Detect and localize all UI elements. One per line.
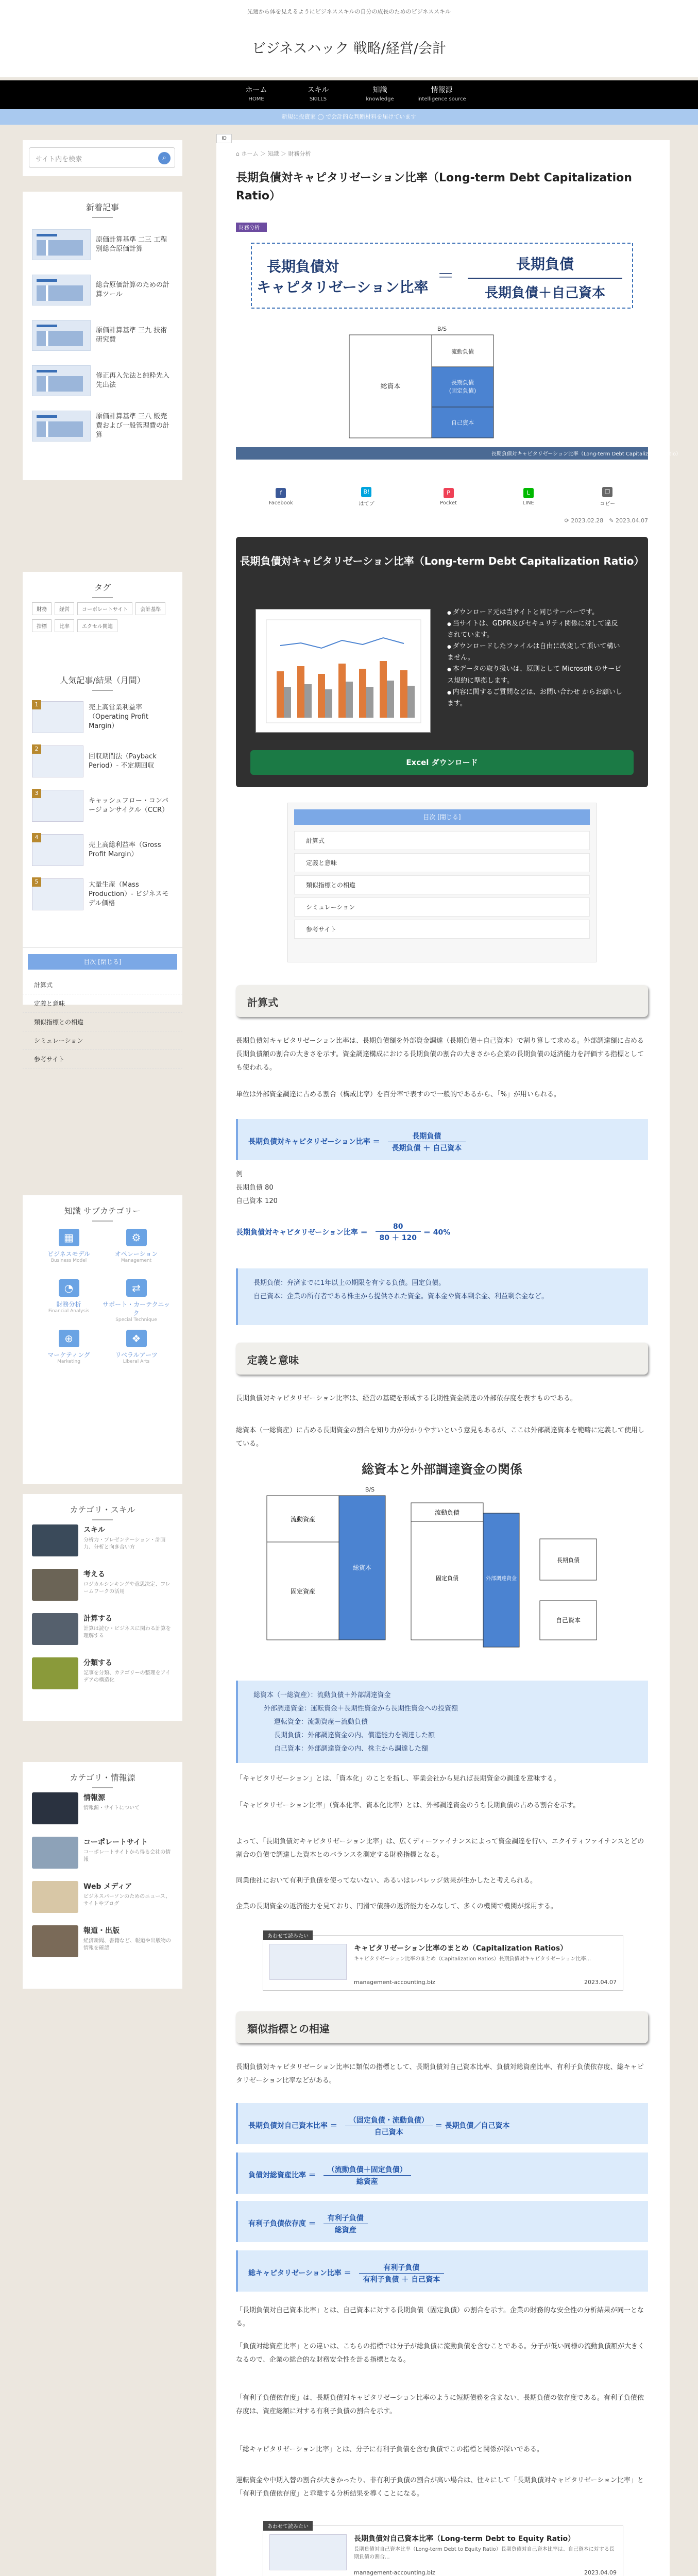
knowledge-sub: Management (121, 1258, 152, 1263)
definition-list (236, 1681, 648, 1763)
info-item[interactable] (23, 1925, 182, 1970)
popular-title[interactable]: キャッシュフロー・コンバージョンサイクル（CCR） (89, 796, 169, 814)
rank-badge: 3 (32, 789, 41, 798)
formula-lhs: 有利子負債依存度 ＝ (248, 2219, 316, 2228)
diagram-equity: 自己資本 (555, 1617, 581, 1624)
toc-item[interactable]: 類似指標との相違 (294, 875, 590, 894)
related-card[interactable] (263, 1935, 623, 1991)
knowledge-heading: 知識 サブカテゴリー (23, 1195, 182, 1226)
knowledge-name: 財務分析 (56, 1301, 81, 1308)
hatena-icon: B! (361, 487, 371, 497)
exchange-icon: ⇄ (126, 1279, 147, 1297)
diagram-total-capital: 総資本 (352, 1564, 372, 1571)
toc-item[interactable]: 計算式 (294, 831, 590, 850)
article-toc (287, 803, 597, 962)
target-icon: ⊕ (59, 1330, 79, 1347)
nav-skills[interactable] (287, 80, 349, 109)
business-model-icon: ▦ (59, 1229, 79, 1246)
svg-text:B/S: B/S (437, 326, 447, 332)
recent-item[interactable] (23, 403, 182, 449)
nav-source[interactable] (411, 80, 473, 109)
skill-desc: 記事を分類、カテゴリーの整理をアイデアの構造化 (83, 1670, 171, 1683)
svg-text:長期負債: 長期負債 (557, 1557, 580, 1564)
info-thumbnail[interactable] (32, 1792, 78, 1824)
bs-total-label: 総資本 (380, 383, 401, 391)
sidebar-popular-widget (23, 665, 182, 1063)
skill-thumbnail[interactable] (32, 1569, 78, 1601)
nav-knowledge-sub: knowledge (366, 96, 394, 102)
toc-item[interactable]: シミュレーション (294, 897, 590, 917)
popular-title[interactable]: 売上高営業利益率（Operating Profit Margin） (89, 703, 149, 731)
nav-knowledge-label: 知識 (372, 86, 387, 94)
paragraph: 「総キャピタリゼーション比率」とは、分子に有利子負債を含む負債でこの指標と関係が深いである。 (236, 2446, 543, 2453)
formula-lhs: 長期負債対キャピタリゼーション比率 ＝ (248, 1138, 380, 1146)
formula-box (236, 1119, 648, 1160)
card-date: 2023.04.07 (584, 1979, 617, 1986)
share-pocket[interactable] (440, 488, 457, 506)
formula-lhs: 負債対総資産比率 ＝ (248, 2171, 316, 2180)
paragraph (236, 2061, 648, 2088)
formula-numerator: （固定負債・流動負債） (345, 2114, 433, 2126)
section-heading: 定義と意味 (236, 1343, 648, 1375)
formula-numerator: 有利子負債 (324, 2212, 368, 2224)
nav-source-sub: intelligence source (417, 96, 466, 102)
formula-denominator: 有利子負債 ＋ 自己資本 (363, 2276, 440, 2284)
rank-badge: 4 (32, 833, 41, 842)
skill-item[interactable] (23, 1569, 182, 1613)
toc-item[interactable]: 定義と意味 (294, 853, 590, 872)
info-desc: 情報源・サイトについて (83, 1805, 140, 1811)
card-label: あわせて読みたい (263, 2521, 313, 2531)
paragraph: 運転資金や中期入替の割合が大きかったり、非有利子負債の割合が高い場合は、往々にして「長期負債対キャピタリゼーション比率」と「有利子負債依存度」と乖離する分析結果を導くことになる。 (236, 2477, 644, 2498)
recent-heading: 新着記事 (23, 192, 182, 222)
sidebar-skill-widget (23, 1494, 182, 1721)
card-url: management-accounting.biz (354, 1979, 435, 1986)
info-desc: コーポレートサイトから得る会社の情報 (83, 1850, 171, 1862)
recent-item[interactable] (23, 222, 182, 267)
eyecatch-figure (236, 223, 682, 460)
knowledge-link[interactable] (103, 1226, 170, 1270)
example-result: ＝ 40% (423, 1228, 451, 1237)
card-label: あわせて読みたい (263, 1930, 313, 1940)
paragraph: 「キャピタリゼーション比率」（資本化率、資本化比率）とは、外部調達資金のうち長期負債の占める割合を示す。 (236, 1802, 580, 1809)
site-logo[interactable]: ビジネスハック 戦略/経営/会計 (252, 41, 446, 57)
popular-item[interactable] (23, 828, 182, 872)
skill-title[interactable]: 分類する (83, 1659, 112, 1667)
term-note: 長期負債：弁済までに1年以上の期限を有する負債。固定負債。 (253, 1279, 446, 1287)
bs-current-liab: 流動負債 (451, 348, 474, 355)
example-numerator: 80 (376, 1222, 421, 1232)
card-thumbnail (269, 2534, 347, 2570)
nav-home-sub: HOME (248, 96, 264, 102)
section-heading: 計算式 (236, 985, 648, 1017)
recent-thumbnail[interactable] (32, 411, 91, 442)
paragraph: 単位は外部資金調達に占める割合（構成比率）を百分率で表すので一般的であるから、「%」が用いられる。 (236, 1091, 560, 1098)
sidebar-toc-item[interactable]: 定義と意味 (23, 994, 182, 1013)
sidebar-info-widget (23, 1762, 182, 1989)
nav-home[interactable] (226, 80, 287, 109)
skill-item[interactable] (23, 1613, 182, 1657)
info-desc: 経済新聞、書籍など、報道や出版物の情報を確認 (83, 1938, 171, 1951)
card-desc: 長期負債対自己資本比率（Long-term Debt to Equity Ratio）長期負債対自己資本比率は、自己資本に対する長期負債の割合... (354, 2547, 615, 2560)
formula-numerator: 長期負債 (388, 1130, 466, 1142)
skill-thumbnail[interactable] (32, 1524, 78, 1556)
term-note: 自己資本：企業の所有者である株主から提供された資金。資本金や資本剰余金、利益剰余金など。 (253, 1293, 549, 1300)
svg-text:(固定負債): (固定負債) (449, 387, 476, 394)
tag-link[interactable]: コーポレートサイト (77, 602, 132, 615)
info-title[interactable]: 情報源 (83, 1794, 105, 1802)
eyecatch-numerator: 長期負債 (516, 256, 574, 273)
knowledge-link[interactable] (103, 1276, 170, 1323)
formula-box (236, 2201, 648, 2242)
pie-chart-icon: ◔ (59, 1279, 79, 1297)
knowledge-link[interactable] (35, 1327, 103, 1371)
notice-bar[interactable]: 新規に投資家 ◯ で会計的な判断材料を届けています (0, 109, 698, 125)
sidebar-search-widget (23, 140, 182, 176)
share-label: コピー (600, 501, 616, 507)
sidebar-toc (23, 947, 182, 1069)
knowledge-name: マーケティング (47, 1351, 90, 1359)
toc-item[interactable]: 参考サイト (294, 920, 590, 939)
rank-badge: 5 (32, 877, 41, 887)
diagram-title: 総資本と外部調達資金の関係 (362, 1462, 522, 1477)
download-note: ● 本データの取り扱いは、原則として Microsoft のサービス規約に準拠します。 (447, 664, 622, 686)
recent-thumbnail[interactable] (32, 320, 91, 351)
sidebar-toc-item[interactable]: シミュレーション (23, 1031, 182, 1050)
diagram-figure (236, 1482, 648, 1673)
search-placeholder: サイト内を検索 (36, 156, 82, 163)
global-nav (0, 80, 698, 109)
info-thumbnail[interactable] (32, 1925, 78, 1957)
svg-text:B/S: B/S (365, 1486, 375, 1493)
skill-thumbnail[interactable] (32, 1613, 78, 1645)
share-facebook[interactable] (269, 488, 293, 506)
skill-desc: 分析力・プレゼンテーション・計画力、分析と向き合い方 (83, 1537, 166, 1550)
info-heading: カテゴリ・情報源 (23, 1762, 182, 1792)
knowledge-sub: Financial Analysis (48, 1309, 90, 1314)
formula-denominator: 自己資本 (374, 2128, 403, 2137)
formula-rhs: ＝ 長期負債／自己資本 (435, 2122, 510, 2130)
skill-desc: ロジカルシンキングや意思決定、フレームワークの活用 (83, 1582, 171, 1595)
rank-badge: 2 (32, 744, 41, 754)
paragraph: 総資本（一総資産）に占める長期資金の割合を知り力が分かりやすいという意見もあるが、ここは外部調達資本を範疇に定義して使用している。 (236, 1427, 645, 1448)
spreadsheet-preview (256, 609, 431, 733)
info-title[interactable]: Web メディア (83, 1883, 132, 1891)
formula-box (236, 2153, 648, 2194)
popular-title[interactable]: 売上高総利益率（Gross Profit Margin） (89, 841, 161, 858)
download-title: 長期負債対キャピタリゼーション比率（Long-term Debt Capitalization Ratio） (240, 555, 644, 567)
definition-item: 外部調達資金：運転資金＋長期性資金から長期性資金への投資額 (264, 1705, 458, 1713)
recent-title[interactable]: 総合原価計算のための計算ツール (96, 281, 170, 298)
card-title[interactable]: キャピタリゼーション比率のまとめ（Capitalization Ratios） (354, 1944, 568, 1953)
recent-item[interactable] (23, 267, 182, 313)
site-header (0, 0, 698, 77)
pocket-icon: P (444, 488, 454, 498)
paragraph: 「負債対総資産比率」との違いは、こちらの指標では分子が総負債に流動負債を含むことである。分子が低い同様の流動負債額が大きくなるので、企業の総合的な財務安全性を計る指標となる。 (236, 2343, 645, 2364)
formula-box (236, 2103, 648, 2144)
download-notes (447, 607, 622, 709)
info-item[interactable] (23, 1837, 182, 1881)
diagram-fixed-assets: 固定資産 (290, 1588, 316, 1595)
example-lhs: 長期負債対キャピタリゼーション比率 ＝ (236, 1228, 368, 1237)
paragraph: 長期負債対キャピタリゼーション比率は、経営の基礎を形成する長期性資金調達の外部依存度を表すものである。 (236, 1395, 577, 1402)
knowledge-link[interactable] (103, 1327, 170, 1371)
sidebar-toc-item[interactable]: 類似指標との相違 (23, 1013, 182, 1031)
related-card[interactable] (263, 2526, 623, 2576)
bs-long-liab: 長期負債 (451, 379, 474, 386)
share-label: LINE (522, 500, 534, 506)
toc-heading[interactable]: 目次 [閉じる] (294, 809, 590, 825)
card-url: management-accounting.biz (354, 2569, 435, 2576)
share-copy[interactable] (600, 487, 616, 507)
skill-title[interactable]: 計算する (83, 1615, 112, 1623)
copy-icon: ❐ (602, 487, 612, 497)
formula-denominator: 長期負債 ＋ 自己資本 (391, 1144, 462, 1153)
nav-knowledge[interactable] (349, 80, 411, 109)
paragraph-text: 長期負債対キャピタリゼーション比率に類似の指標として、長期負債対自己資本比率、負債対総資産比率、有利子負債依存度、総キャピタリゼーション比率などがある。 (236, 2063, 644, 2084)
example-denominator: 80 ＋ 120 (379, 1234, 417, 1242)
tag-heading: タグ (23, 572, 182, 602)
paragraph: 企業の長期資金の返済能力を見ており、円滑で債務の返済能力をみなして、多くの機関で機関が採用する。 (236, 1903, 557, 1910)
popular-item[interactable] (23, 784, 182, 828)
page-title: 長期負債対キャピタリゼーション比率（Long-term Debt Capitalization Ratio） (236, 172, 632, 203)
eyecatch-label: 財務分析 (239, 225, 260, 231)
eyecatch-left-line2: キャピタリゼーション比率 (257, 279, 429, 296)
knowledge-sub: Special Technique (115, 1317, 157, 1323)
site-tagline: 先週から体を見えるようにビジネススキルの自分の成長のためのビジネススキル (247, 8, 451, 15)
nav-home-label: ホーム (245, 86, 267, 94)
bs-diagram (236, 1459, 648, 1670)
example-line: 自己資本 120 (236, 1197, 278, 1205)
info-title[interactable]: 報道・出版 (83, 1927, 120, 1935)
download-note: ● 当サイトは、GDPR及びセキュリティ関係に対して違反されています。 (447, 618, 622, 641)
recent-title[interactable]: 原価計算基準 二三 工程別総合原価計算 (96, 235, 167, 253)
popular-title[interactable]: 大量生産（Mass Production）- ビジネスモデル価格 (89, 880, 169, 908)
paragraph: 「キャピタリゼーション」とは、「資本化」のことを指し、事業会社から見れば長期資金の調達を意味する。 (236, 1775, 560, 1783)
share-line[interactable] (523, 488, 534, 506)
tag-link[interactable]: 指標 (32, 619, 52, 632)
paragraph: 「有利子負債依存度」は、長期負債対キャピタリゼーション比率のように短期債務を含まない、長期負債の依存度である。有利子負債依存度は、資産総額に対する有利子負債の割合を示す。 (236, 2394, 644, 2415)
knowledge-sub: Business Model (50, 1258, 87, 1263)
diagram-current-assets: 流動資産 (290, 1516, 316, 1523)
eyecatch-caption: 長期負債対キャピタリゼーション比率（Long-term Debt Capitalization Ratio） (491, 451, 682, 457)
formula-lhs: 長期負債対自己資本比率 ＝ (248, 2122, 337, 2130)
knowledge-sub: Liberal Arts (123, 1359, 150, 1364)
term-notes (236, 1268, 648, 1325)
diagram-fixed-liab: 固定負債 (436, 1575, 458, 1582)
diagram-external-funds: 外部調達資金 (486, 1576, 517, 1582)
formula-denominator: 総資産 (356, 2178, 378, 2186)
definition-item: 総資本（一総資産）：流動負債＋外部調達資金 (253, 1691, 391, 1699)
recent-thumbnail[interactable] (32, 365, 91, 396)
skill-desc: 計算は読む・ビジネスに関わる計算を理解する (83, 1626, 171, 1639)
tag-link[interactable]: 経営 (55, 602, 74, 615)
share-bar (236, 482, 648, 511)
info-title[interactable]: コーポレートサイト (83, 1838, 148, 1846)
preview-chart (256, 609, 431, 733)
facebook-icon: f (276, 488, 286, 498)
popular-heading: 人気記事/結果（月間） (23, 665, 182, 695)
example-block (236, 1168, 648, 1208)
share-hatena[interactable] (359, 487, 374, 507)
popular-item[interactable] (23, 739, 182, 784)
popular-item[interactable] (23, 695, 182, 739)
share-label: Facebook (268, 500, 293, 506)
svg-text:＝: ＝ (437, 266, 454, 286)
info-desc: ビジネスパーソンのためのニュース、サイトやブログ (83, 1894, 171, 1907)
excel-download-button[interactable]: Excel ダウンロード (250, 750, 634, 775)
formula-denominator: 総資産 (334, 2226, 356, 2234)
example-formula (236, 1222, 648, 1243)
download-box (236, 537, 648, 787)
collapse-toggle[interactable]: ID (216, 134, 232, 143)
download-note: ● ダウンロード元は当サイトと同じサーバーです。 (447, 607, 622, 618)
sidebar-recent-widget (23, 192, 182, 480)
definition-item: 自己資本：外部調達資金の内、株主から調達した額 (274, 1745, 429, 1753)
section-heading: 類似指標との相違 (236, 2011, 648, 2043)
info-item[interactable] (23, 1792, 182, 1837)
paragraph: 「長期負債対自己資本比率」とは、自己資本に対する長期負債（固定負債）の割合を示す。企業の財務的な安全性の分析結果が同一となる。 (236, 2307, 644, 2328)
tag-cloud (23, 602, 182, 636)
popular-title[interactable]: 回収期間法（Payback Period）- 不定期回収 (89, 752, 157, 770)
rank-badge: 1 (32, 700, 41, 709)
formula-lhs: 総キャピタリゼーション比率 ＝ (248, 2269, 351, 2278)
download-note: ● 内容に関するご質問などは、お問い合わせ からお願いします。 (447, 687, 622, 709)
card-thumbnail (269, 1944, 347, 1980)
knowledge-grid (23, 1226, 182, 1371)
recent-title[interactable]: 原価計算基準 三八 販売費および一般管理費の計算 (96, 412, 170, 439)
tag-link[interactable]: 会計基準 (135, 602, 165, 615)
tag-link[interactable]: 比率 (55, 619, 74, 632)
main-content (216, 136, 682, 2576)
search-input[interactable] (29, 147, 175, 168)
breadcrumb[interactable]: ⌂ ホーム ＞ 知識 ＞ 財務分析 (236, 150, 311, 157)
knowledge-sub: Marketing (57, 1359, 80, 1364)
share-label: はてブ (359, 501, 374, 507)
sidebar-tag-widget (23, 572, 182, 665)
nav-skills-label: スキル (307, 86, 329, 94)
skill-title[interactable]: スキル (83, 1526, 105, 1534)
recent-item[interactable] (23, 358, 182, 403)
eyecatch-left-line1: 長期負債対 (267, 258, 339, 275)
knowledge-name: リベラルアーツ (115, 1351, 158, 1359)
paragraph: よって、「長期負債対キャピタリゼーション比率」は、広くディーファイナンスによって資金調達を行い、エクイティファイナンスとどの割合の負債で調達した資本とのバランスを測定する財務指標となる。 (236, 1838, 644, 1859)
nav-source-label: 情報源 (431, 86, 453, 94)
sidebar-toc-item[interactable]: 参考サイト (23, 1050, 182, 1069)
post-dates: ⟳ 2023.02.28 ✎ 2023.04.07 (564, 517, 648, 524)
eyecatch-denominator: 長期負債＋自己資本 (484, 285, 606, 301)
definition-item: 長期負債：外部調達資金の内、償還能力を調達した額 (274, 1732, 435, 1739)
definition-item: 運転資金：流動資産－流動負債 (274, 1718, 368, 1726)
recent-thumbnail[interactable] (32, 229, 91, 260)
arts-icon: ❖ (126, 1330, 147, 1347)
recent-title[interactable]: 修正再入先法と純粋先入先出法 (96, 371, 170, 389)
info-item[interactable] (23, 1881, 182, 1925)
example-label: 例 (236, 1171, 243, 1178)
share-label: Pocket (440, 500, 457, 506)
card-date: 2023.04.09 (584, 2569, 617, 2576)
recent-item[interactable] (23, 313, 182, 358)
sidebar-knowledge-widget (23, 1195, 182, 1484)
recent-thumbnail[interactable] (32, 275, 91, 306)
knowledge-link[interactable] (35, 1226, 103, 1270)
skill-item[interactable] (23, 1657, 182, 1702)
knowledge-name: オペレーション (114, 1250, 158, 1258)
info-thumbnail[interactable] (32, 1837, 78, 1869)
recent-title[interactable]: 原価計算基準 三九 技術研究費 (96, 326, 167, 344)
knowledge-name: ビジネスモデル (47, 1250, 91, 1258)
search-icon[interactable]: ⌕ (158, 152, 171, 164)
skill-title[interactable]: 考える (83, 1570, 105, 1579)
diagram-current-liab: 流動負債 (434, 1509, 460, 1516)
card-title[interactable]: 長期負債対自己資本比率（Long-term Debt to Equity Ratio） (354, 2535, 575, 2543)
tag-link[interactable]: 財務 (32, 602, 52, 615)
skill-thumbnail[interactable] (32, 1657, 78, 1689)
download-note: ● ダウンロードしたファイルは自由に改変して頂いて構いません。 (447, 641, 622, 664)
popular-item[interactable] (23, 872, 182, 917)
formula-box (236, 2250, 648, 2292)
knowledge-link[interactable] (35, 1276, 103, 1320)
paragraph: 同業他社において有利子負債を使ってないない、あるいはレバレッジ効果が生かしたと考えられる。 (236, 1877, 537, 1885)
skill-heading: カテゴリ・スキル (23, 1494, 182, 1524)
knowledge-name: サポート・カーテクニック (103, 1301, 170, 1317)
skill-item[interactable] (23, 1524, 182, 1569)
info-thumbnail[interactable] (32, 1881, 78, 1913)
sidebar-toc-heading[interactable]: 目次 [閉じる] (28, 954, 177, 970)
eyecatch-image (236, 223, 682, 460)
tag-link[interactable]: エクセル関連 (77, 619, 117, 632)
bs-equity: 自己資本 (451, 419, 474, 426)
line-icon: L (523, 488, 534, 498)
example-line: 長期負債 80 (236, 1184, 274, 1192)
gear-icon: ⚙ (126, 1229, 147, 1246)
nav-skills-sub: SKILLS (309, 96, 327, 102)
card-desc: キャピタリゼーション比率のまとめ（Capitalization Ratios）長期負債対キャピタリゼーション比率... (354, 1956, 591, 1962)
formula-numerator: （流動負債＋固定負債） (324, 2164, 411, 2176)
sidebar-toc-item[interactable]: 計算式 (23, 976, 182, 994)
paragraph: 長期負債対キャピタリゼーション比率は、長期負債額を外部資金調達（長期負債＋自己資本）で割り算して求める。外部調達額に占める長期負債額の割合の大きさを示す。資金調達構成における長期負債の割合の大きさから企業の長期負債の返済能力を評価する指標としても使われる。 (236, 1037, 644, 1072)
formula-numerator: 有利子負債 (359, 2262, 445, 2274)
